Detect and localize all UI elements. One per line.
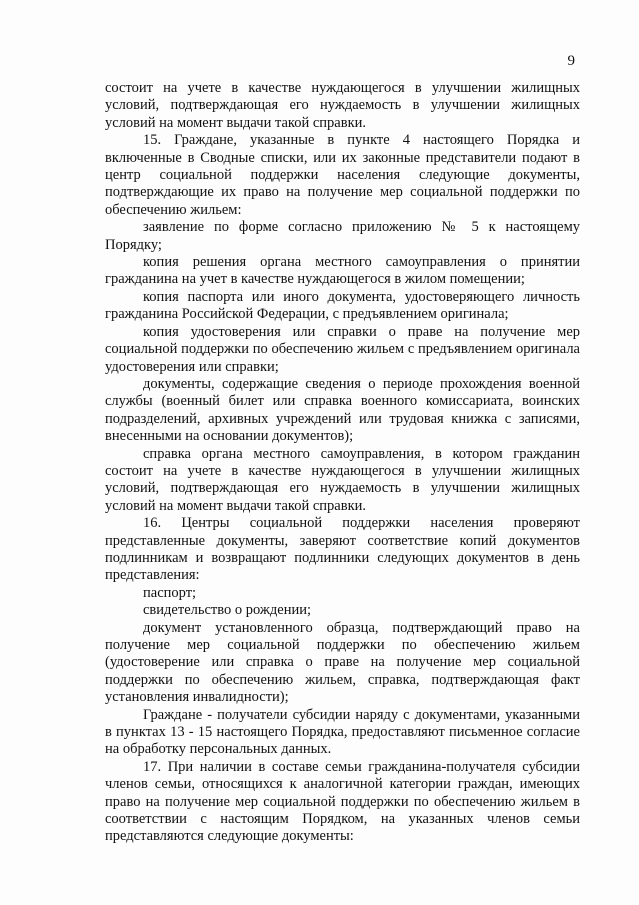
paragraph: 16. Центры социальной поддержки населения проверяют представленные документы, заверяют соответствие копий документов подлинникам и возвращают подлинники следующих документов в день представления: (105, 515, 580, 584)
paragraph: документы, содержащие сведения о периоде прохождения военной службы (военный билет или справка военного комиссариата, воинских подразделений, архивных учреждений или трудовая книжка с записями, внесенными на основании документов); (105, 375, 580, 445)
paragraph: документ установленного образца, подтверждающий право на получение мер социальной поддержки по обеспечению жильем (удостоверение или справка о праве на получение мер социальной поддержки по обеспечению жильем, справка, подтверждающая факт установления инвалидности); (105, 619, 580, 706)
paragraph: справка органа местного самоуправления, в котором гражданин состоит на учете в качестве нуждающегося в улучшении жилищных условий, подтверждающая его нуждаемость в улучшении жилищных условий на момент выдачи такой справки. (105, 445, 580, 514)
paragraph: копия решения органа местного самоуправления о принятии гражданина на учет в качестве нуждающегося в жилом помещении; (105, 254, 580, 288)
document-body (105, 80, 580, 846)
paragraph: 17. При наличии в составе семьи гражданина-получателя субсидии членов семьи, относящихся к аналогичной категории граждан, имеющих право на получение мер социальной поддержки по обеспечению жильем в соответствии с настоящим Порядком, на указанных членов семьи представляются следующие документы: (105, 758, 580, 845)
paragraph: заявление по форме согласно приложению № 5 к настоящему Порядку; (105, 219, 580, 253)
paragraph: состоит на учете в качестве нуждающегося в улучшении жилищных условий, подтверждающая его нуждаемость в улучшении жилищных условий на момент выдачи такой справки. (105, 80, 580, 131)
page-number: 9 (567, 53, 575, 69)
paragraph: копия паспорта или иного документа, удостоверяющего личность гражданина Российской Федерации, с предъявлением оригинала; (105, 288, 580, 323)
paragraph: свидетельство о рождении; (143, 602, 312, 619)
paragraph: 15. Граждане, указанные в пункте 4 настоящего Порядка и включенные в Сводные списки, или их законные представители подают в центр социальной поддержки населения следующие документы, подтверждающие их право на получение мер социальной поддержки по обеспечению жильем: (105, 132, 580, 218)
paragraph: паспорт; (143, 584, 197, 601)
paragraph: Граждане - получатели субсидии наряду с документами, указанными в пунктах 13 - 15 настоящего Порядка, предоставляют письменное согласие на обработку персональных данных. (105, 706, 580, 758)
paragraph: копия удостоверения или справки о праве на получение мер социальной поддержки по обеспечению жильем с предъявлением оригинала удостоверения или справки; (105, 323, 580, 375)
